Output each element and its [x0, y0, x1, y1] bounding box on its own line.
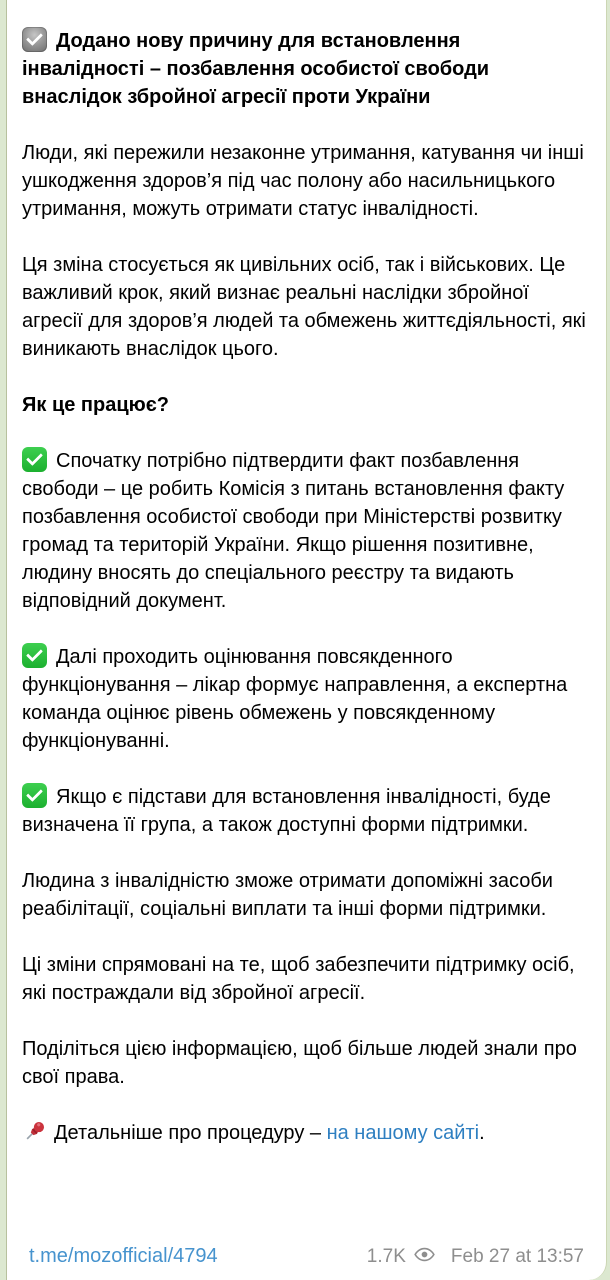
paragraph: Ці зміни спрямовані на те, щоб забезпечити підтримку осіб, які постраждали від збройної агресії.: [22, 954, 575, 1004]
message-bubble: [6, 0, 607, 1280]
post-title: [22, 27, 588, 111]
step-text: Якщо є підстави для встановлення інвалідності, буде визначена її група, а також доступні форми підтримки.: [22, 786, 551, 836]
how-it-works-heading: Як це працює?: [22, 394, 169, 416]
details-text: Детальніше про процедуру –: [54, 1122, 327, 1144]
post-title-text: Додано нову причину для встановлення інвалідності – позбавлення особистої свободи внаслідок збройної агресії проти України: [22, 30, 490, 108]
paragraph: Людина з інвалідністю зможе отримати допоміжні засоби реабілітації, соціальні виплати та інші форми підтримки.: [22, 870, 553, 920]
checked-checkbox-icon: [22, 27, 47, 52]
step-text: Спочатку потрібно підтвердити факт позбавлення свободи – це робить Комісія з питань встановлення факту позбавлення особистої свободи при Міністерстві розвитку громад та територій України. Якщо рішення позитивне, людину вносять до спеціального реєстру та видають відповідний документ.: [22, 450, 565, 612]
message-body: [22, 27, 588, 1152]
step-item: [22, 643, 588, 755]
website-link[interactable]: на нашому сайті: [326, 1122, 480, 1144]
message-footer: [29, 1245, 584, 1268]
pushpin-icon: [22, 1119, 47, 1152]
eye-icon: [414, 1246, 435, 1268]
green-check-icon: [22, 447, 47, 472]
message-date: Feb 27 at 13:57: [450, 1245, 584, 1267]
green-check-icon: [22, 643, 47, 668]
paragraph: Ця зміна стосується як цивільних осіб, так і військових. Це важливий крок, який визнає реальні наслідки збройної агресії для здоров’я людей та обмежень життєдіяльності, які виникають внаслідок цього.: [22, 254, 586, 360]
paragraph: Люди, які пережили незаконне утримання, катування чи інші ушкодження здоров’я під час полону або насильницького утримання, можуть отримати статус інвалідності.: [22, 142, 584, 220]
step-text: Далі проходить оцінювання повсякденного функціонування – лікар формує направлення, а експертна команда оцінює рівень обмежень у повсякденному функціонуванні.: [22, 646, 568, 752]
green-check-icon: [22, 783, 47, 808]
step-item: [22, 447, 588, 615]
details-line: [22, 1119, 588, 1152]
message-meta: [367, 1246, 584, 1268]
step-item: [22, 783, 588, 839]
post-url-link[interactable]: t.me/mozofficial/4794: [29, 1245, 218, 1267]
details-period: .: [479, 1122, 485, 1144]
views-count: 1.7K: [366, 1245, 406, 1267]
paragraph: Поділіться цією інформацією, щоб більше людей знали про свої права.: [22, 1038, 577, 1088]
